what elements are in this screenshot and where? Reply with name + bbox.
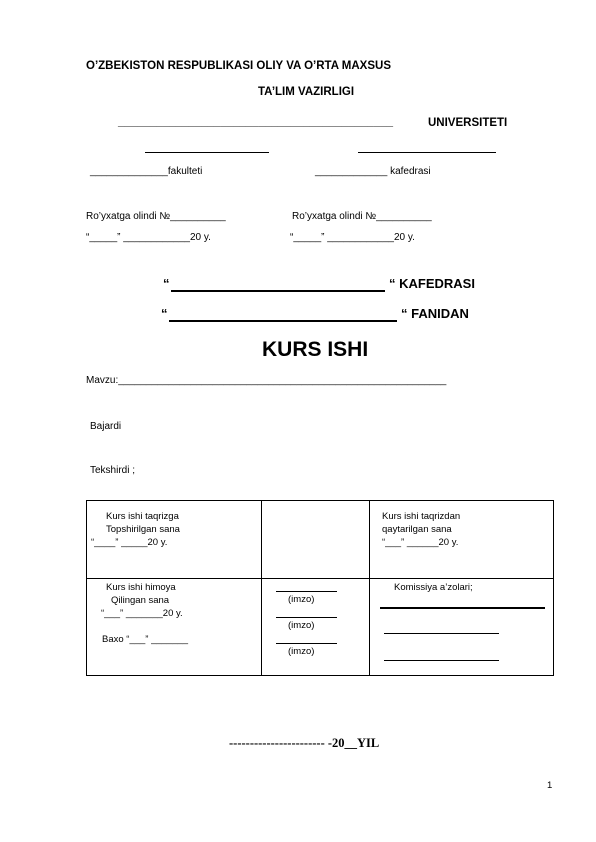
table-cell-review-submitted <box>87 501 262 579</box>
signature-label: (imzo) <box>288 594 315 605</box>
header-ministry-line2: TA’LIM VAZIRLIGI <box>258 86 355 98</box>
department-name-line <box>358 152 496 153</box>
grade-field: Baxo “___” _______ <box>102 634 189 645</box>
review-table <box>86 500 554 676</box>
commission-member-line <box>384 660 499 661</box>
department-field: _____________ kafedrasi <box>315 166 431 177</box>
faculty-name-line <box>145 152 269 153</box>
kafedra-label: “ KAFEDRASI <box>389 276 475 291</box>
defense-date: “___” _______20 y. <box>101 608 183 619</box>
fan-name-line <box>169 320 397 322</box>
table-row <box>87 501 554 579</box>
defense-line2: Qilingan sana <box>111 595 170 606</box>
performed-by-label: Bajardi <box>90 421 122 432</box>
page-number: 1 <box>547 780 553 791</box>
review-submitted-date: “____” _____20 y. <box>91 537 168 548</box>
table-row <box>87 579 554 676</box>
signature-label: (imzo) <box>288 620 315 631</box>
table-cell-signatures <box>262 579 370 676</box>
checked-by-label: Tekshirdi ; <box>90 465 136 476</box>
table-cell-commission <box>370 579 554 676</box>
commission-members-label: Komissiya a’zolari; <box>394 582 473 593</box>
review-submitted-line1: Kurs ishi taqrizga <box>106 511 179 522</box>
review-returned-date: “___” ______20 y. <box>382 537 459 548</box>
university-blank: ___________________________________________ <box>118 116 394 128</box>
kafedra-open-quote: “ <box>163 276 170 291</box>
table-cell-review-returned <box>370 501 554 579</box>
document-title: KURS ISHI <box>262 338 369 361</box>
commission-member-line <box>384 633 499 634</box>
signature-line <box>276 617 337 618</box>
signature-line <box>276 643 337 644</box>
fan-label: “ FANIDAN <box>401 306 469 321</box>
commission-member-line <box>380 607 545 609</box>
registration-right-date: “_____” ____________20 y. <box>290 232 415 243</box>
defense-line1: Kurs ishi himoya <box>106 582 176 593</box>
university-label: UNIVERSITETI <box>428 117 508 129</box>
faculty-field: ______________fakulteti <box>90 166 203 177</box>
review-returned-line1: Kurs ishi taqrizdan <box>382 511 461 522</box>
footer-year: ----------------------- -20__YIL <box>229 736 380 750</box>
registration-right-number: Ro’yxatga olindi №__________ <box>292 211 432 222</box>
signature-label: (imzo) <box>288 646 315 657</box>
table-cell-defense <box>87 579 262 676</box>
fan-open-quote: “ <box>161 306 168 321</box>
signature-line <box>276 591 337 592</box>
table-cell-empty <box>262 501 370 579</box>
review-submitted-line2: Topshirilgan sana <box>106 524 180 535</box>
topic-field: Mavzu:___________________________________________________________ <box>86 375 447 386</box>
registration-left-number: Ro’yxatga olindi №__________ <box>86 211 226 222</box>
registration-left-date: “_____” ____________20 y. <box>86 232 211 243</box>
header-ministry-line1: O’ZBEKISTON RESPUBLIKASI OLIY VA O’RTA MAXSUS <box>86 60 391 72</box>
review-returned-line2: qaytarilgan sana <box>382 524 452 535</box>
kafedra-name-line <box>171 290 385 292</box>
